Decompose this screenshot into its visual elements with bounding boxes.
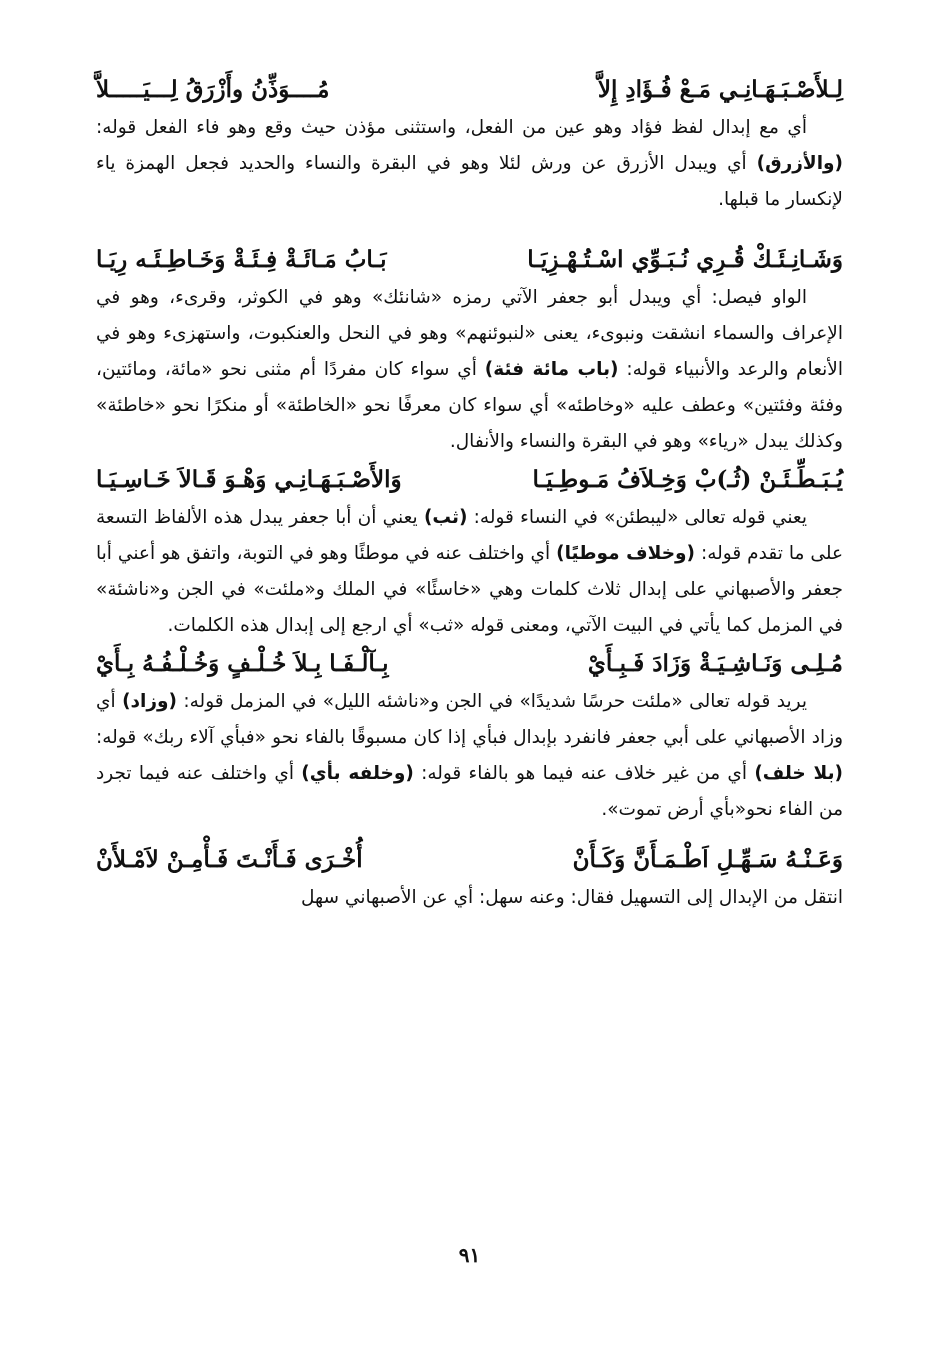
commentary-paragraph: انتقل من الإبدال إلى التسهيل فقال: وعنه سهل: أي عن الأصبهاني سهل [301, 887, 843, 908]
commentary-paragraph: الواو فيصل: أي ويبدل أبو جعفر الآتي رمزه «شانئك» وهو في الكوثر، وقرىء، وهو في الإعراف والسماء انشقت ونبوىء، يعنى «لنبوئنهم» وهو في النحل والعنكبوت، واستهزىء وهو في الأنعام والرعد والأنبياء قوله: (باب مائة فئة) أي سواء كان مفردًا أم مثنى نحو «مائة، ومائتين، وفئة وفئتين» وعطف عليه «وخاطئه» أي سواء كان معرفًا نحو «الخاطئة» أو منكرًا نحو «خاطئة» وكذلك يبدل «رياء» وهو في البقرة والنساء والأنفال. [96, 287, 843, 452]
verse-second-hemistich: بِـآلْـفَـا بِـلاَ خُـلْـفٍ وَخُـلْـفُـهُ بِـأَيْ [96, 650, 389, 677]
commentary-paragraph: يريد قوله تعالى «ملئت حرسًا شديدًا» في الجن و«ناشئه الليل» في المزمل قوله: (وزاد) أي وزاد الأصبهاني على أبي جعفر فانفرد بإبدال فبأي إذا كان مسبوقًا بالفاء نحو «فبأي آلاء ربك» قوله: (بلا خلف) أي من غير خلاف عنه فيما هو بالفاء قوله: (وخلفه بأي) أي واختلف عنه فيما تجرد من الفاء نحو«بأي أرض تموت». [96, 691, 843, 820]
verse-first-hemistich: مُـلِـى وَنَـاشِـيَـةْ وَزَادَ فَـبِـأَيْ [587, 650, 843, 677]
verse-line [96, 70, 843, 110]
verse-second-hemistich: وَالأَصْـبَـهَـانِـي وَهْـوَ قَـالاَ خَـاسِـيَـا [96, 466, 402, 493]
verse-second-hemistich: بَـابُ مَـائَـةْ فِـئَـةْ وَخَـاطِـئَـه رِيَـا [96, 246, 387, 273]
page-body [96, 70, 843, 1312]
commentary-paragraph: أي مع إبدال لفظ فؤاد وهو عين من الفعل، واستثنى مؤذن حيث وقع وهو فاء الفعل قوله: (والأزرق) أي ويبدل الأزرق عن ورش لئلا وهو في البقرة والنساء والحديد فجعل الهمزة ياء لإنكسار ما قبلها. [96, 117, 843, 210]
page-number: ٩١ [458, 1243, 481, 1267]
verse-second-hemistich: أُخْـرَى فَـأَنْـتَ فَـأْمِـنْ لاَمْـلأَنْ [96, 846, 363, 873]
verse-line [96, 240, 843, 280]
verse-line [96, 840, 843, 880]
verse-first-hemistich: يُـبَـطِّـئَـنْ (ثُـ)بْ وَخِـلاَفُ مَـوطِـيَـا [532, 466, 843, 493]
commentary-paragraph: يعني قوله تعالى «ليبطئن» في النساء قوله: (ثب) يعني أن أبا جعفر يبدل هذه الألفاظ التسعة على ما تقدم قوله: (وخلاف موطيًا) أي واختلف عنه في موطئًا وهو في التوبة، واتفق هو أعني أبا جعفر والأصبهاني على إبدال ثلاث كلمات وهي «خاسئًا» في الملك و«ملئت» في الجن و«ناشئة» في المزمل كما يأتي في البيت الآتي، ومعنى قوله «ثب» أي ارجع إلى إبدال هذه الكلمات. [96, 507, 843, 636]
verse-line [96, 644, 843, 684]
verse-first-hemistich: وَعَـنْـهُ سَـهِّـلِ اَطْـمَـأَنَّ وَكَـأَنْ [572, 846, 843, 873]
verse-line [96, 460, 843, 500]
verse-first-hemistich: لِـلأَصْـبَـهَـانِـي مَـعْ فُـؤَادِ إِلاَّ [597, 76, 843, 103]
verse-second-hemistich: مُــــوَذِّنُ وأَزْرَقُ لِـــيَـــــلاَّ [96, 76, 330, 103]
verse-first-hemistich: وَشَـانِـئَـكْ قُـرِي نُـبَـوِّي اسْـتُـهْـزِيَـا [527, 246, 843, 273]
